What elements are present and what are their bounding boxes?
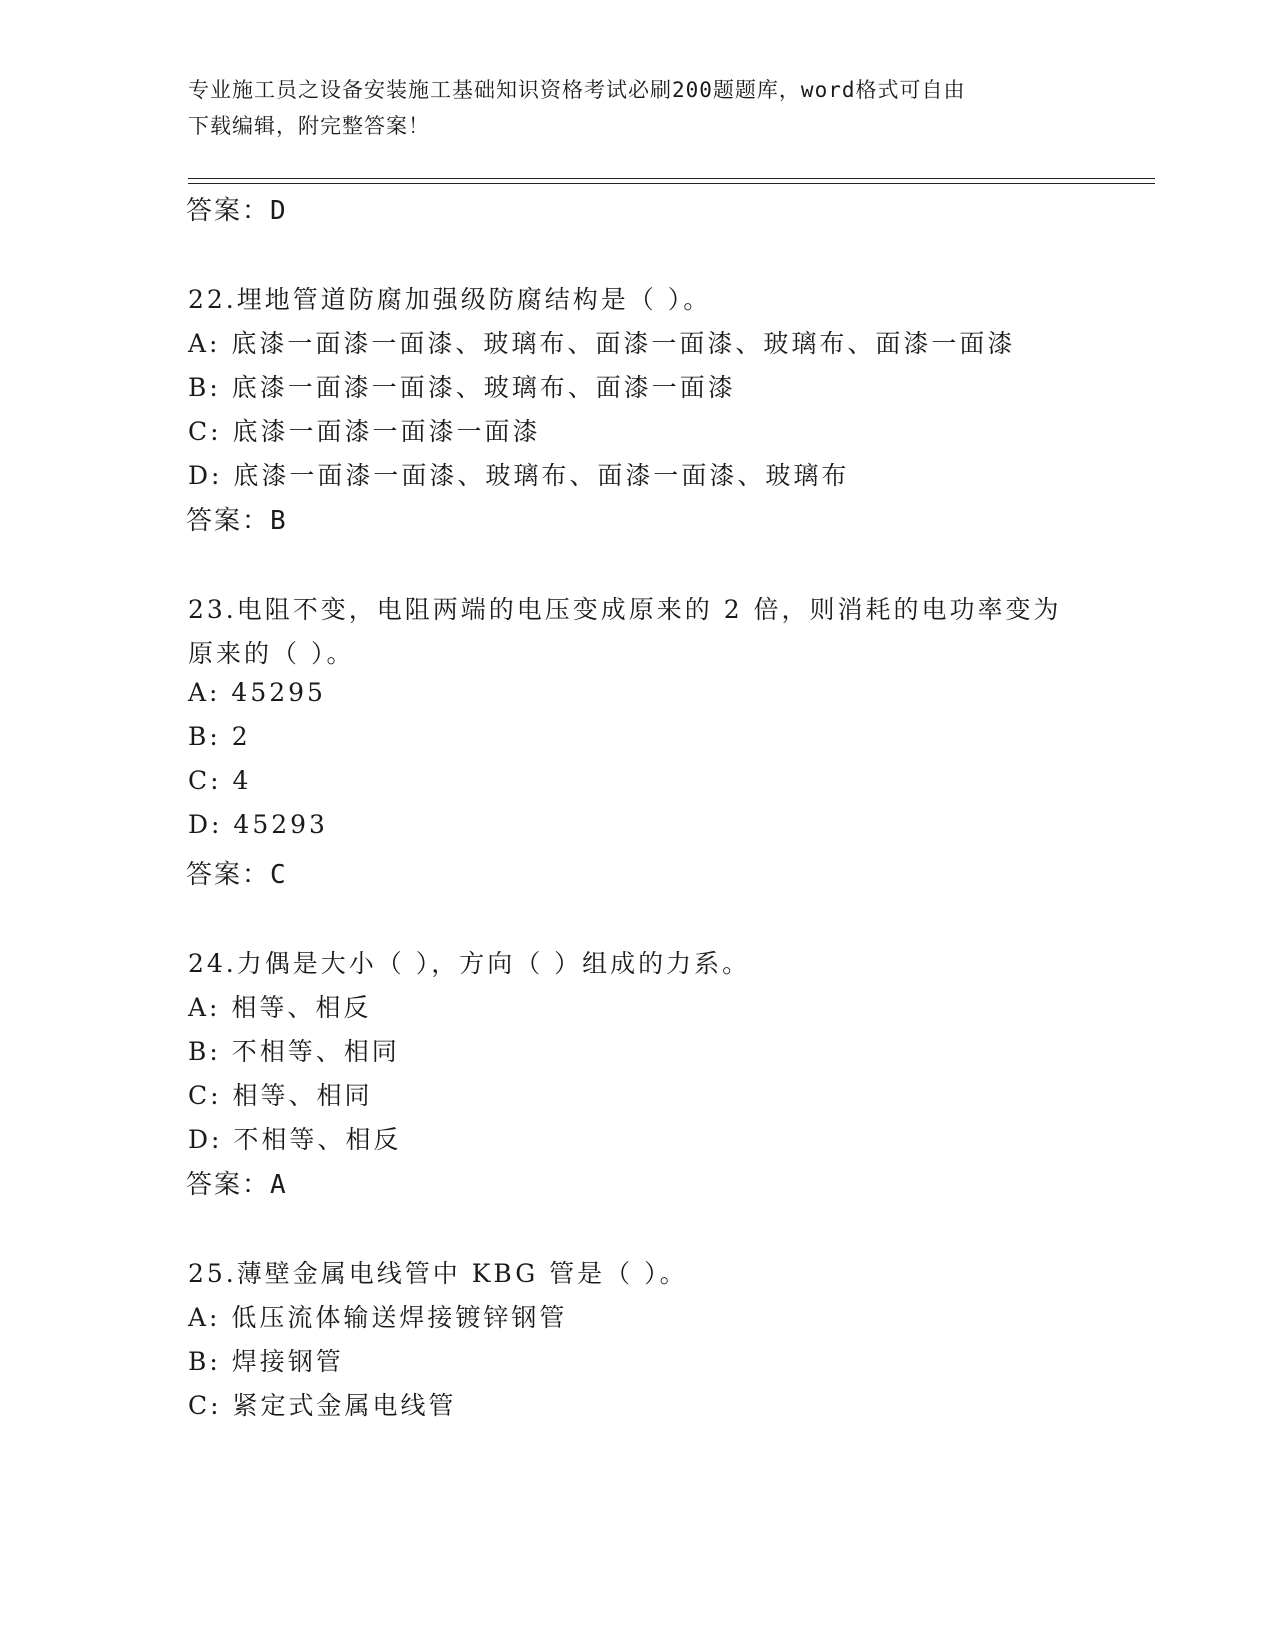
- answer-21: 答案：D: [186, 196, 288, 226]
- answer-23: 答案：C: [186, 860, 288, 890]
- question-23-option-c: C: 4: [188, 766, 252, 795]
- question-22-option-a: A: 底漆一面漆一面漆、玻璃布、面漆一面漆、玻璃布、面漆一面漆: [188, 329, 1016, 358]
- question-22-option-d: D: 底漆一面漆一面漆、玻璃布、面漆一面漆、玻璃布: [188, 461, 850, 490]
- question-23-option-b: B: 2: [188, 722, 251, 751]
- header-line-2: 下载编辑，附完整答案！: [188, 114, 430, 138]
- question-25-option-a: A: 低压流体输送焊接镀锌钢管: [188, 1303, 568, 1332]
- question-25-stem: 25.薄壁金属电线管中 KBG 管是（ ）。: [188, 1259, 688, 1288]
- question-23-stem-line-1: 23.电阻不变，电阻两端的电压变成原来的 2 倍，则消耗的电功率变为: [188, 595, 1062, 624]
- question-24-option-b: B: 不相等、相同: [188, 1037, 400, 1066]
- answer-24: 答案：A: [186, 1170, 288, 1200]
- question-22-option-c: C: 底漆一面漆一面漆一面漆: [188, 417, 541, 446]
- question-22-stem: 22.埋地管道防腐加强级防腐结构是（ ）。: [188, 285, 712, 314]
- document-header: [188, 72, 1068, 144]
- question-23-stem-line-2: 原来的（ ）。: [188, 639, 355, 668]
- question-24-stem: 24.力偶是大小（ ），方向（ ）组成的力系。: [188, 949, 751, 978]
- header-divider-bottom: [188, 183, 1155, 184]
- question-25-option-c: C: 紧定式金属电线管: [188, 1391, 457, 1420]
- question-24-option-c: C: 相等、相同: [188, 1081, 373, 1110]
- question-24-option-d: D: 不相等、相反: [188, 1125, 402, 1154]
- question-22-option-b: B: 底漆一面漆一面漆、玻璃布、面漆一面漆: [188, 373, 736, 402]
- question-23-option-d: D: 45293: [188, 810, 328, 839]
- answer-22: 答案：B: [186, 506, 288, 536]
- question-25-option-b: B: 焊接钢管: [188, 1347, 344, 1376]
- question-23-option-a: A: 45295: [188, 678, 326, 707]
- header-divider-top: [188, 178, 1155, 179]
- question-24-option-a: A: 相等、相反: [188, 993, 372, 1022]
- header-line-1: 专业施工员之设备安装施工基础知识资格考试必刷200题题库，word格式可自由: [188, 78, 966, 102]
